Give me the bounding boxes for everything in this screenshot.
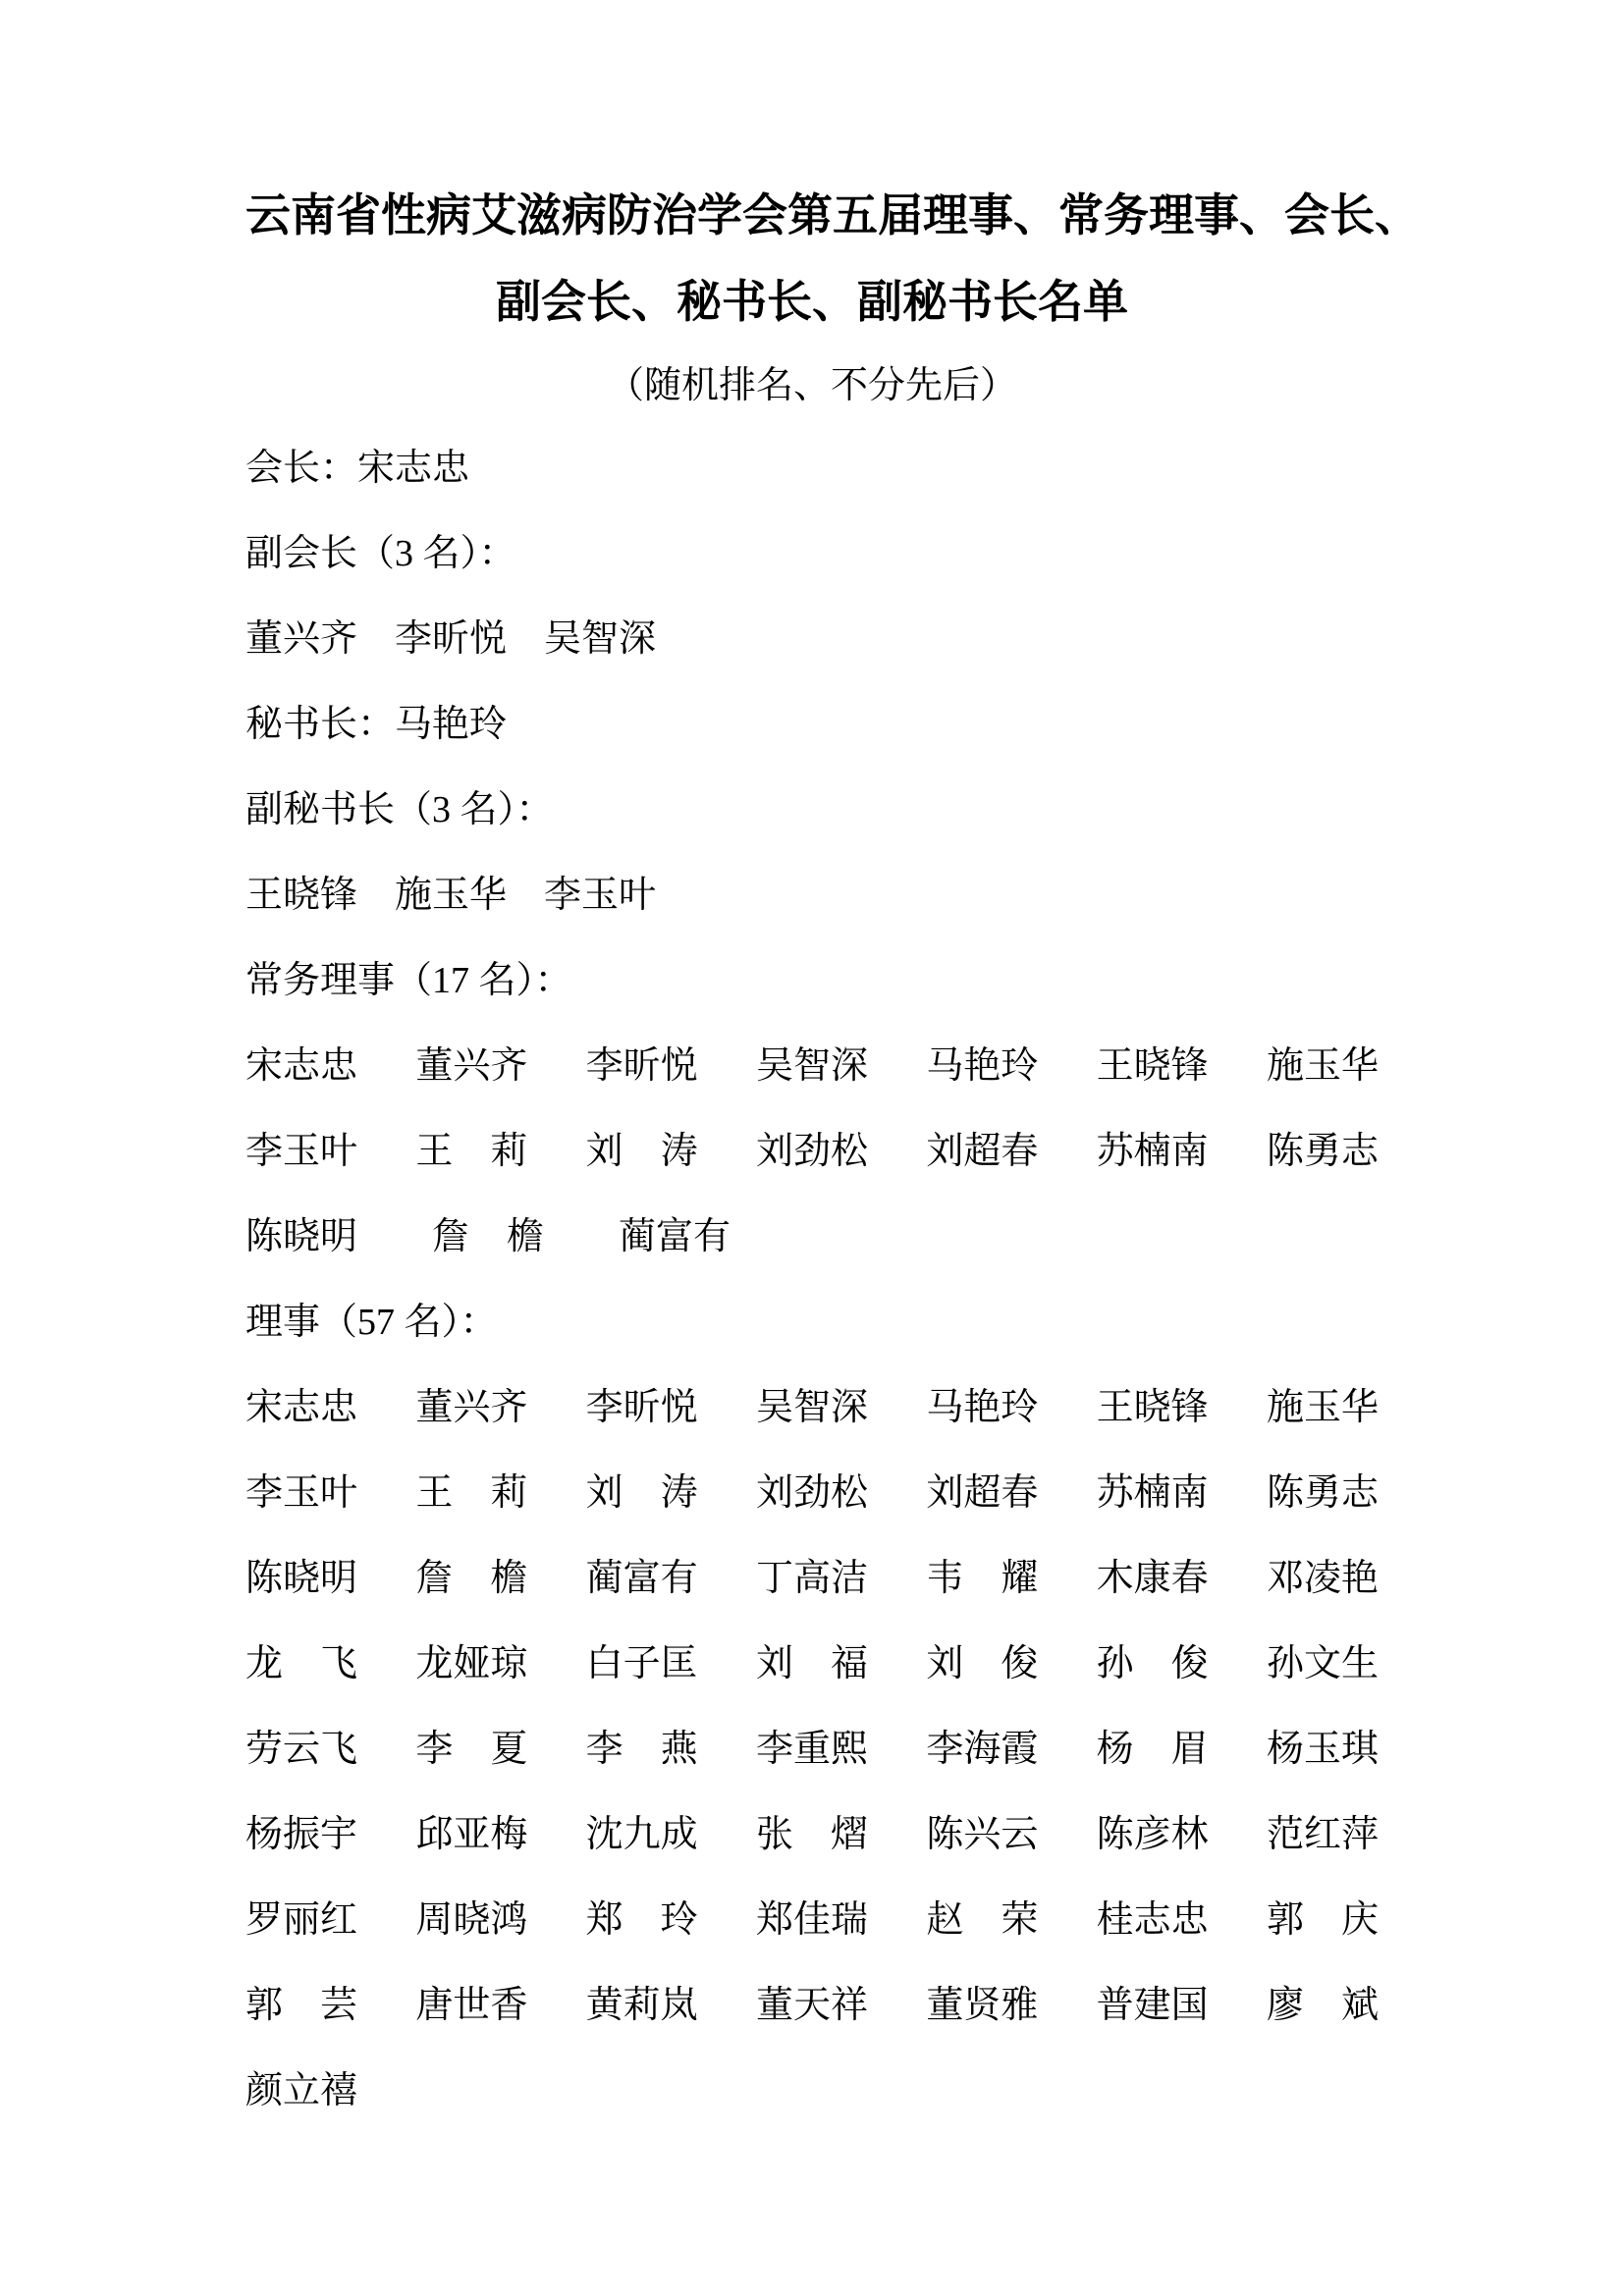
directors-row bbox=[245, 2049, 1379, 2134]
member-name: 苏楠南 bbox=[1096, 1472, 1209, 1514]
member-name: 郑佳瑞 bbox=[755, 1899, 868, 1941]
member-name: 张 熠 bbox=[755, 1814, 868, 1855]
standing-directors-heading-line: 常务理事（17 名）： bbox=[245, 960, 572, 1001]
standing-directors-row bbox=[245, 1195, 1379, 1280]
member-name: 刘劲松 bbox=[755, 1131, 868, 1172]
member-name: 施玉华 bbox=[395, 875, 508, 916]
member-name: 廖 斌 bbox=[1266, 1985, 1379, 2026]
member-name: 王晓锋 bbox=[1096, 1045, 1209, 1087]
member-name: 杨振宇 bbox=[245, 1814, 358, 1855]
member-name: 李 燕 bbox=[585, 1729, 698, 1770]
member-name: 白子匡 bbox=[585, 1643, 698, 1684]
member-name: 刘 俊 bbox=[926, 1643, 1039, 1684]
member-name: 蔺富有 bbox=[585, 1558, 698, 1599]
member-name: 李昕悦 bbox=[585, 1387, 698, 1428]
member-name: 桂志忠 bbox=[1096, 1899, 1209, 1941]
member-name: 李玉叶 bbox=[245, 1131, 358, 1172]
member-name: 陈兴云 bbox=[926, 1814, 1039, 1855]
deputy-secretaries-names-row bbox=[245, 853, 1379, 938]
member-name: 劳云飞 bbox=[245, 1729, 358, 1770]
member-name: 马艳玲 bbox=[926, 1045, 1039, 1087]
member-name: 陈勇志 bbox=[1266, 1131, 1379, 1172]
member-name: 李重熙 bbox=[755, 1729, 868, 1770]
member-name: 王晓锋 bbox=[245, 875, 358, 916]
member-name: 邱亚梅 bbox=[415, 1814, 528, 1855]
member-name: 杨 眉 bbox=[1096, 1729, 1209, 1770]
member-name: 董贤雅 bbox=[926, 1985, 1039, 2026]
member-name: 唐世香 bbox=[415, 1985, 528, 2026]
member-name: 李玉叶 bbox=[245, 1472, 358, 1514]
member-name: 刘 福 bbox=[755, 1643, 868, 1684]
secretary-general-name: 马艳玲 bbox=[395, 704, 508, 745]
vice-presidents-names-row bbox=[245, 597, 1379, 682]
directors-row bbox=[245, 1792, 1379, 1878]
member-name: 黄莉岚 bbox=[585, 1985, 698, 2026]
member-name: 詹 檐 bbox=[415, 1558, 528, 1599]
member-name: 王 莉 bbox=[415, 1472, 528, 1514]
member-name: 刘 涛 bbox=[585, 1472, 698, 1514]
president-name: 宋志忠 bbox=[357, 448, 470, 489]
member-name: 王 莉 bbox=[415, 1131, 528, 1172]
member-name: 孙文生 bbox=[1266, 1643, 1379, 1684]
directors-row bbox=[245, 1536, 1379, 1622]
member-name: 陈晓明 bbox=[245, 1558, 358, 1599]
member-name: 丁高洁 bbox=[755, 1558, 868, 1599]
standing-directors-row bbox=[245, 1109, 1379, 1195]
directors-row bbox=[245, 1707, 1379, 1792]
member-name: 沈九成 bbox=[585, 1814, 698, 1855]
directors-row bbox=[245, 1451, 1379, 1536]
document-content bbox=[245, 0, 1420, 2134]
member-name: 范红萍 bbox=[1266, 1814, 1379, 1855]
document-title-line-1: 云南省性病艾滋病防治学会第五届理事、常务理事、会长、 bbox=[245, 190, 1420, 240]
member-name: 杨玉琪 bbox=[1266, 1729, 1379, 1770]
member-name: 龙 飞 bbox=[245, 1643, 358, 1684]
member-name: 刘 涛 bbox=[585, 1131, 698, 1172]
member-name: 苏楠南 bbox=[1096, 1131, 1209, 1172]
directors-row bbox=[245, 1622, 1379, 1707]
member-name: 马艳玲 bbox=[926, 1387, 1039, 1428]
member-name: 刘超春 bbox=[926, 1131, 1039, 1172]
member-name: 孙 俊 bbox=[1096, 1643, 1209, 1684]
member-name: 蔺富有 bbox=[619, 1216, 731, 1257]
member-name: 刘超春 bbox=[926, 1472, 1039, 1514]
member-name: 吴智深 bbox=[544, 618, 657, 660]
member-name: 宋志忠 bbox=[245, 1387, 358, 1428]
directors-heading-line: 理事（57 名）： bbox=[245, 1302, 498, 1343]
member-name: 李昕悦 bbox=[395, 618, 508, 660]
member-name: 龙娅琼 bbox=[415, 1643, 528, 1684]
member-name: 李昕悦 bbox=[585, 1045, 698, 1087]
member-name: 李玉叶 bbox=[544, 875, 657, 916]
directors-row bbox=[245, 1365, 1379, 1451]
document-title-line-2: 副会长、秘书长、副秘书长名单 bbox=[496, 277, 1128, 327]
member-name: 普建国 bbox=[1096, 1985, 1209, 2026]
member-name: 吴智深 bbox=[755, 1387, 868, 1428]
member-name: 施玉华 bbox=[1266, 1387, 1379, 1428]
member-name: 赵 荣 bbox=[926, 1899, 1039, 1941]
secretary-general-line bbox=[245, 682, 1379, 768]
member-name: 宋志忠 bbox=[245, 1045, 358, 1087]
member-name: 罗丽红 bbox=[245, 1899, 358, 1941]
member-name: 李海霞 bbox=[926, 1729, 1039, 1770]
secretary-general-heading: 秘书长： bbox=[245, 704, 396, 745]
member-name: 木康春 bbox=[1096, 1558, 1209, 1599]
member-name: 董兴齐 bbox=[415, 1387, 528, 1428]
member-name: 詹 檐 bbox=[432, 1216, 545, 1257]
vice-presidents-heading-line: 副会长（3 名）： bbox=[245, 533, 516, 574]
member-name: 邓凌艳 bbox=[1266, 1558, 1379, 1599]
president-heading: 会长： bbox=[245, 448, 358, 489]
member-name: 郭 芸 bbox=[245, 1985, 358, 2026]
member-name: 董天祥 bbox=[755, 1985, 868, 2026]
member-name: 郭 庆 bbox=[1266, 1899, 1379, 1941]
member-name: 陈彦林 bbox=[1096, 1814, 1209, 1855]
member-name: 董兴齐 bbox=[415, 1045, 528, 1087]
member-name: 颜立禧 bbox=[245, 2070, 358, 2111]
member-name: 王晓锋 bbox=[1096, 1387, 1209, 1428]
member-name: 韦 耀 bbox=[926, 1558, 1039, 1599]
member-name: 董兴齐 bbox=[245, 618, 358, 660]
directors-row bbox=[245, 1963, 1379, 2049]
member-name: 吴智深 bbox=[755, 1045, 868, 1087]
member-name: 陈晓明 bbox=[245, 1216, 358, 1257]
deputy-secretaries-heading-line: 副秘书长（3 名）： bbox=[245, 789, 554, 830]
member-name: 郑 玲 bbox=[585, 1899, 698, 1941]
member-name: 陈勇志 bbox=[1266, 1472, 1379, 1514]
member-name: 刘劲松 bbox=[755, 1472, 868, 1514]
document-subtitle: （随机排名、不分先后） bbox=[606, 365, 1017, 406]
member-name: 施玉华 bbox=[1266, 1045, 1379, 1087]
directors-row bbox=[245, 1878, 1379, 1963]
member-name: 周晓鸿 bbox=[415, 1899, 528, 1941]
president-line bbox=[245, 426, 1379, 511]
standing-directors-row bbox=[245, 1024, 1379, 1109]
member-name: 李 夏 bbox=[415, 1729, 528, 1770]
